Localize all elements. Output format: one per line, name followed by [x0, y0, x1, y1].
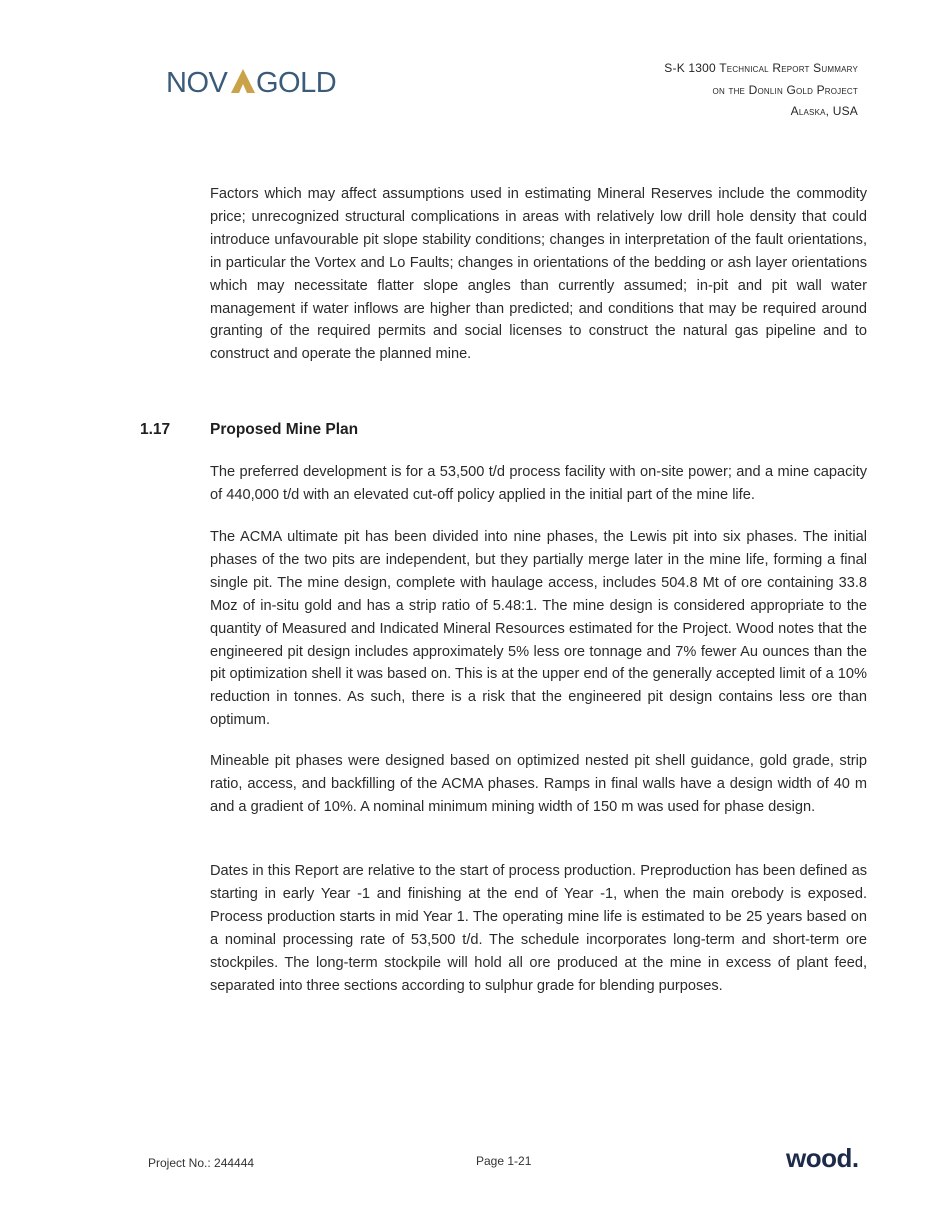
section-title: Proposed Mine Plan — [210, 421, 359, 438]
svg-text:NOV: NOV — [166, 67, 228, 99]
svg-text:wood.: wood. — [786, 1145, 859, 1173]
paragraph-preferred-development: The preferred development is for a 53,500 t/d process facility with on-site power; and a mine capacity of 440,000 t/d with an elevated cut-off policy applied in the initial part of the mine life. — [210, 464, 867, 503]
section-number: 1.17 — [140, 421, 171, 438]
footer-project-number: Project No.: 244444 — [148, 1156, 255, 1170]
novagold-logo — [166, 64, 346, 100]
header-line-1: S-K 1300 Technical Report Summary — [664, 61, 858, 75]
paragraph-factors: Factors which may affect assumptions used in estimating Mineral Reserves include the commodity price; unrecognized structural complications in areas with relatively low drill hole density that could introduce unfavourable pit slope stability conditions; changes in interpretation of the fault orientations, in particular the Vortex and Lo Faults; changes in orientations of the bedding or ash layer orientations which may necessitate flatter slope angles than currently assumed; in-pit and pit wall water management if water inflows are higher than predicted; and conditions that may be required around granting of the required permits and social licenses to construct the natural gas pipeline and to construct and operate the planned mine. — [210, 186, 867, 363]
wood-logo — [786, 1145, 862, 1173]
paragraph-dates: Dates in this Report are relative to the start of process production. Preproduction has been defined as starting in early Year -1 and finishing at the end of Year -1, when the main orebody is exposed. Process production starts in mid Year 1. The operating mine life is estimated to be 25 years based on a nominal processing rate of 53,500 t/d. The schedule incorporates long-term and short-term ore stockpiles. The long-term stockpile will hold all ore produced at the mine in excess of plant feed, separated into three sections according to sulphur grade for blending purposes. — [210, 863, 867, 994]
header-line-3: Alaska, USA — [790, 104, 858, 118]
svg-text:GOLD: GOLD — [256, 67, 337, 99]
paragraph-pit-phases: Mineable pit phases were designed based on optimized nested pit shell guidance, gold grade, strip ratio, access, and backfilling of the ACMA phases. Ramps in final walls have a design width of 40 m and a gradient of 10%. A nominal minimum mining width of 150 m was used for phase design. — [210, 753, 867, 815]
header-line-2: on the Donlin Gold Project — [712, 82, 858, 97]
section-heading — [140, 421, 358, 439]
report-header — [664, 58, 858, 123]
paragraph-acma-pit: The ACMA ultimate pit has been divided into nine phases, the Lewis pit into six phases. The initial phases of the two pits are independent, but they partially merge later in the mine life, forming a final single pit. The mine design, complete with haulage access, includes 504.8 Mt of ore containing 33.8 Moz of in-situ gold and has a strip ratio of 5.48:1. The mine design is considered appropriate to the quantity of Measured and Indicated Mineral Resources estimated for the Project. Wood notes that the engineered pit design includes approximately 5% less ore tonnage and 7% fewer Au ounces than the pit optimization shell it was based on. This is at the upper end of the generally accepted limit of a 10% reduction in tonnes. As such, there is a risk that the engineered pit design contains less ore than optimum. — [210, 529, 867, 729]
footer-page-number: Page 1-21 — [476, 1154, 532, 1168]
